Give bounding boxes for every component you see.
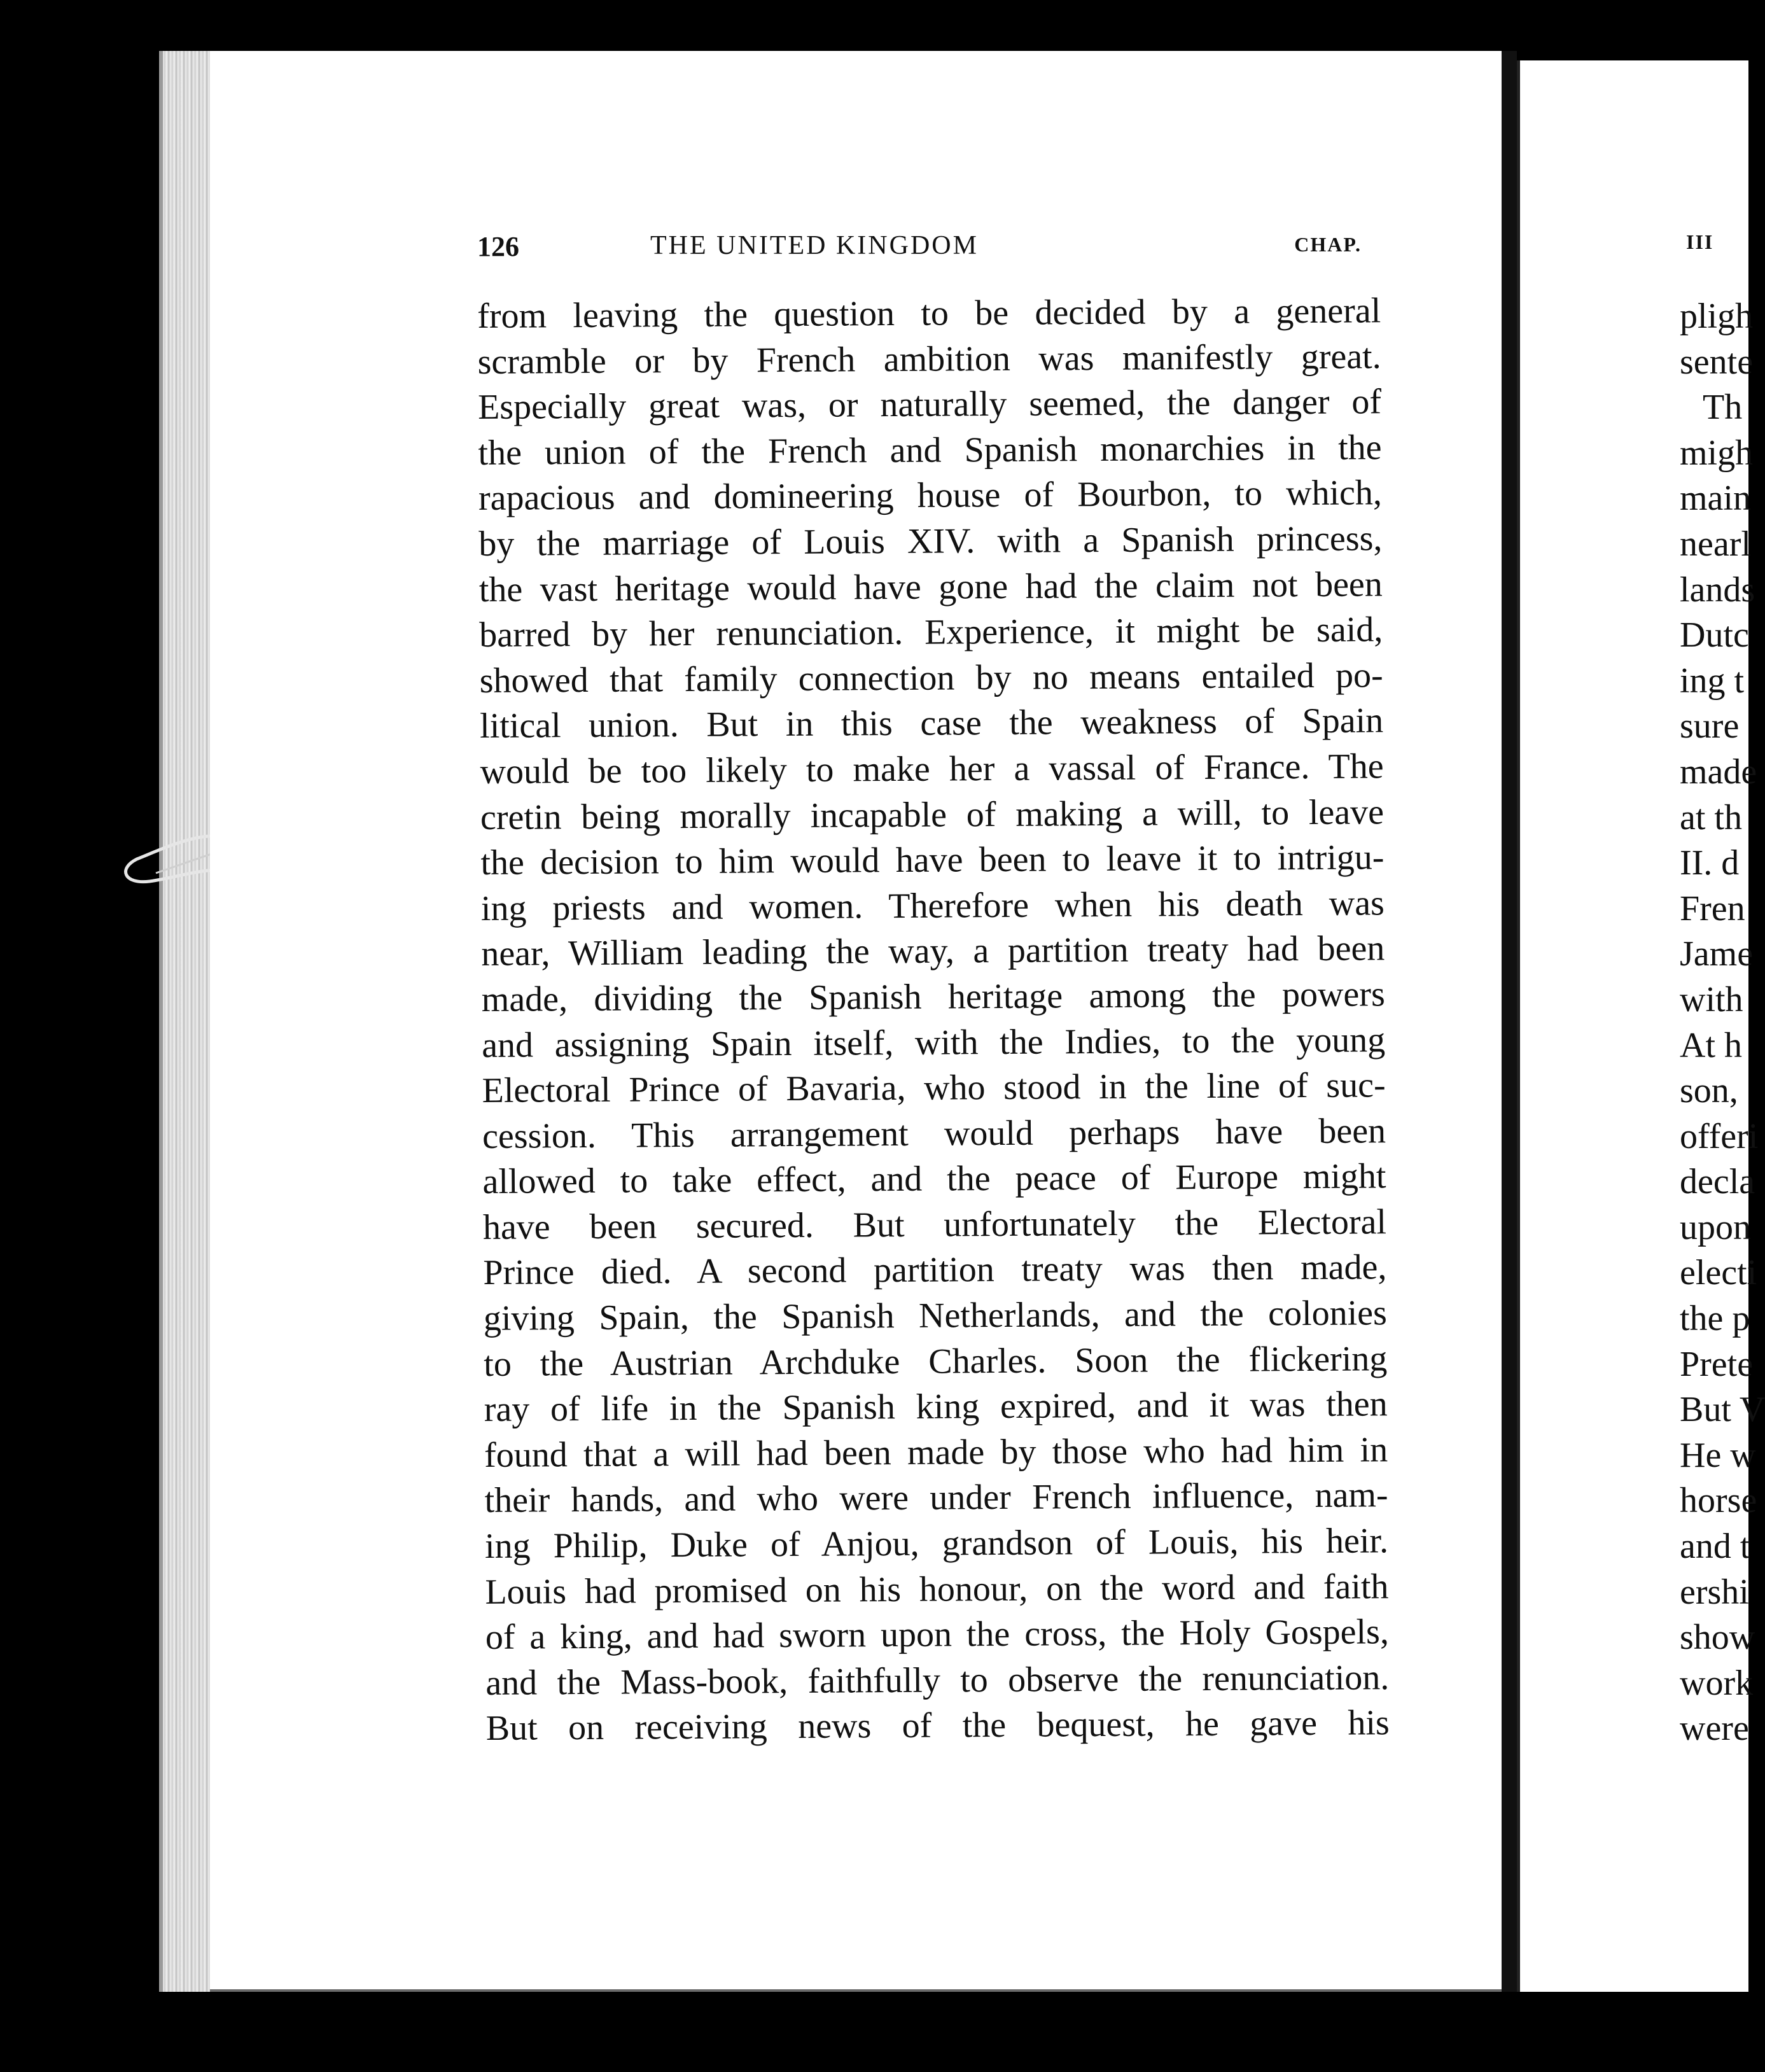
text-line: cession. This arrangement would perhaps have been bbox=[482, 1110, 1386, 1156]
text-line: horse bbox=[1680, 1481, 1757, 1521]
text-line: by the marriage of Louis XIV. with a Spanish princess, bbox=[478, 519, 1383, 564]
text-line: barred by her renunciation. Experience, it might be said, bbox=[479, 610, 1383, 655]
text-line: the vast heritage would have gone had the claim not been bbox=[478, 564, 1383, 610]
text-line: at th bbox=[1680, 797, 1742, 837]
book-gutter bbox=[1502, 51, 1517, 1992]
text-line: found that a will had been made by those who had him in bbox=[484, 1430, 1388, 1475]
body-text bbox=[477, 288, 1390, 1752]
text-line: ing t bbox=[1680, 661, 1745, 701]
text-line: Th bbox=[1703, 388, 1743, 428]
text-line: Fren bbox=[1680, 888, 1745, 928]
text-line: But on receiving news of the bequest, he gave his bbox=[485, 1703, 1390, 1749]
text-line: near, William leading the way, a partition treaty had been bbox=[481, 928, 1385, 974]
text-line: giving Spain, the Spanish Netherlands, and the colonies bbox=[483, 1293, 1387, 1339]
text-line: ing Philip, Duke of Anjou, grandson of Louis, his heir. bbox=[484, 1521, 1389, 1566]
text-line: cretin being morally incapable of making a will, to leave bbox=[480, 792, 1385, 837]
text-line: Prete bbox=[1680, 1344, 1754, 1384]
text-line: were bbox=[1680, 1709, 1749, 1749]
text-line: main bbox=[1680, 479, 1751, 519]
text-line: ray of life in the Spanish king expired, and it was then bbox=[484, 1384, 1388, 1430]
text-line: Jame bbox=[1680, 934, 1754, 974]
text-line: would be too likely to make her a vassal of France. The bbox=[480, 746, 1384, 792]
text-line: scramble or by French ambition was manifestly great. bbox=[477, 336, 1381, 382]
right-page-text bbox=[1680, 294, 1765, 1752]
text-line: from leaving the question to be decided by a general bbox=[477, 291, 1381, 336]
right-chapter-label: III bbox=[1686, 230, 1714, 253]
chapter-label: CHAP. bbox=[1294, 233, 1362, 256]
text-line: offeri bbox=[1680, 1116, 1759, 1156]
text-line: of a king, and had sworn upon the cross, the Holy Gospels, bbox=[485, 1612, 1390, 1658]
text-line: allowed to take effect, and the peace of Europe might bbox=[482, 1156, 1386, 1202]
text-line: Dutc bbox=[1680, 615, 1749, 655]
text-line: Especially great was, or naturally seemed, the danger of bbox=[477, 382, 1382, 428]
text-line: Electoral Prince of Bavaria, who stood in the line of suc- bbox=[482, 1065, 1386, 1111]
page-number: 126 bbox=[477, 231, 519, 262]
text-line: ing priests and women. Therefore when his death was bbox=[480, 883, 1385, 928]
text-line: Prince died. A second partition treaty was then made, bbox=[483, 1247, 1387, 1293]
text-line: the union of the French and Spanish monarchies in the bbox=[478, 428, 1382, 473]
text-line: made bbox=[1680, 752, 1757, 792]
text-line: He w bbox=[1680, 1435, 1756, 1475]
text-line: ershi bbox=[1680, 1572, 1749, 1612]
text-line: But V bbox=[1680, 1390, 1765, 1430]
text-line: the p bbox=[1680, 1299, 1750, 1339]
text-line: electi bbox=[1680, 1253, 1757, 1293]
text-line: At h bbox=[1680, 1025, 1742, 1065]
text-line: pligh bbox=[1680, 297, 1754, 336]
text-line: have been secured. But unfortunately the Electoral bbox=[482, 1202, 1387, 1247]
text-line: the decision to him would have been to leave it to intrigu- bbox=[480, 837, 1385, 883]
text-line: sente bbox=[1680, 342, 1754, 382]
text-line: and t bbox=[1680, 1527, 1750, 1567]
text-line: II. d bbox=[1680, 843, 1740, 883]
text-line: their hands, and who were under French influence, nam- bbox=[484, 1475, 1388, 1521]
text-line: litical union. But in this case the weakness of Spain bbox=[479, 701, 1384, 746]
text-line: Louis had promised on his honour, on the word and faith bbox=[485, 1566, 1389, 1612]
running-title: THE UNITED KINGDOM bbox=[650, 231, 979, 260]
text-line: decla bbox=[1680, 1162, 1755, 1202]
text-line: son, bbox=[1680, 1071, 1738, 1111]
text-line: rapacious and domineering house of Bourbon, to which, bbox=[478, 473, 1383, 519]
text-line: migh bbox=[1680, 433, 1754, 473]
text-line: and the Mass-book, faithfully to observe the renunciation. bbox=[485, 1658, 1390, 1703]
text-line: to the Austrian Archduke Charles. Soon the flickering bbox=[484, 1338, 1388, 1384]
text-line: nearl bbox=[1680, 524, 1751, 564]
text-line: lands bbox=[1680, 570, 1755, 610]
text-line: and assigning Spain itself, with the Indies, to the young bbox=[482, 1019, 1386, 1065]
text-line: upon bbox=[1680, 1207, 1751, 1247]
text-line: with bbox=[1680, 979, 1743, 1019]
running-head bbox=[267, 230, 1362, 281]
text-line: made, dividing the Spanish heritage among the powers bbox=[481, 974, 1385, 1019]
text-line: work bbox=[1680, 1663, 1754, 1703]
text-line: sure bbox=[1680, 706, 1740, 746]
text-line: showed that family connection by no means entailed po- bbox=[479, 655, 1383, 701]
text-line: show bbox=[1680, 1618, 1755, 1658]
